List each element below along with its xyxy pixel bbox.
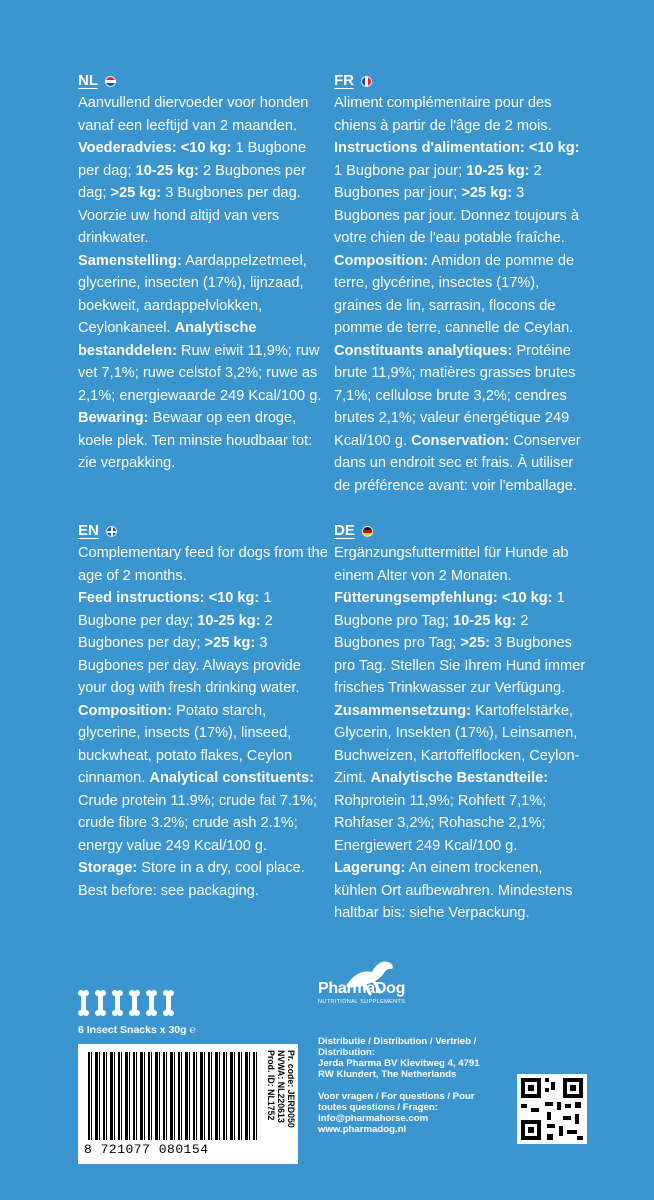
weight3-fr: >25 kg: — [461, 185, 513, 201]
section-header-fr — [334, 70, 586, 92]
spacer — [318, 1080, 518, 1091]
store-text-nl: Bewaar op een droge, koele plek. Ten minste houdbaar tot: zie verpakking. — [78, 410, 313, 471]
qr-code-icon — [517, 1074, 587, 1144]
section-nl — [78, 70, 330, 475]
address-line-2: RW Klundert, The Netherlands — [318, 1069, 457, 1080]
brand-logo — [318, 960, 458, 1020]
text2-en: 2 Bugbones per day; — [78, 612, 273, 651]
comp-text-en: Potato starch, glycerine, insects (17%), linseed, buckwheat, potato flakes, Ceylon cinnamon. — [78, 702, 293, 786]
contact-email: info@pharmahorse.com — [318, 1113, 429, 1124]
text3-nl: 3 Bugbones per dag. Voorzie uw hond altijd van vers drinkwater. — [78, 185, 301, 246]
text1-fr: 1 Bugbone par jour; — [334, 162, 463, 179]
comp-text-de: Kartoffelstärke, Glycerin, Insekten (17%), Leinsamen, Buchweizen, Kartoffelflocken, Ceylon-Zimt. — [334, 702, 580, 786]
composition-fr — [334, 250, 586, 498]
prod-id: Prod. ID: NL1752 — [266, 1050, 276, 1121]
feed-label-en: Feed instructions: — [78, 590, 205, 606]
barcode-icon — [88, 1052, 260, 1140]
store-text-de: An einem trockenen, kühlen Ort aufbewahren. Mindestens haltbar bis: siehe Verpackung. — [334, 860, 573, 921]
feeding-nl — [78, 137, 330, 250]
language-code-nl: NL — [78, 71, 98, 89]
text1-en: 1 Bugbone per day; — [78, 590, 272, 629]
anal-label-en: Analytical constituents: — [149, 770, 315, 786]
section-header-en — [78, 520, 330, 542]
feeding-de — [334, 587, 586, 857]
feed-label-fr: Instructions d'alimentation: — [334, 140, 525, 156]
section-fr — [334, 70, 586, 497]
bone-icon — [146, 990, 157, 1016]
storage-de — [334, 857, 586, 925]
weight2-nl: 10-25 kg: — [135, 162, 199, 179]
weight1-fr: <10 kg: — [528, 140, 580, 156]
flag-uk-icon — [106, 526, 117, 537]
section-en — [78, 520, 330, 902]
feed-label-de: Fütterungsempfehlung: — [334, 590, 498, 606]
comp-label-de: Zusammensetzung: — [334, 702, 472, 719]
intro-de: Ergänzungsfuttermittel für Hunde ab einem Alter von 2 Monaten. — [334, 545, 569, 584]
barcode-panel — [78, 1044, 298, 1164]
questions-label: Voor vragen / For questions / Pour — [318, 1091, 475, 1102]
comp-label-fr: Composition: — [334, 252, 429, 269]
barcode-digits: 8 721077 080154 — [84, 1142, 209, 1157]
weight1-nl: <10 kg: — [180, 140, 232, 156]
address-line-1: Jerda Pharma BV Kievitweg 4, 4791 — [318, 1058, 480, 1069]
weight3-nl: >25 kg: — [110, 185, 162, 201]
language-code-en: EN — [78, 521, 99, 539]
text2-nl: 2 Bugbones per dag; — [78, 162, 307, 201]
comp-label-nl: Samenstelling: — [78, 252, 182, 269]
bone-icon — [78, 990, 89, 1016]
intro-nl: Aanvullend diervoeder voor honden vanaf een leeftijd van 2 maanden. — [78, 95, 309, 134]
anal-text-de: Rohprotein 11,9%; Rohfett 7,1%; Rohfaser 3,2%; Rohasche 2,1%; Energiewert 249 Kcal/100 g. — [334, 792, 547, 854]
feed-label-nl: Voederadvies: — [78, 140, 177, 156]
qr-code-graphic — [517, 1074, 587, 1144]
text3-fr: 3 Bugbones par jour. Donnez toujours à votre chien de l'eau potable fraîche. — [334, 185, 580, 246]
website: www.pharmadog.nl — [318, 1124, 407, 1135]
comp-label-en: Composition: — [78, 702, 173, 719]
flag-nl-icon — [105, 76, 116, 87]
bone-icon — [112, 990, 123, 1016]
comp-text-fr: Amidon de pomme de terre, glycérine, insectes (17%), graines de lin, sarrasin, flocons de pomme de terre, cannelle de Ceylan. — [334, 252, 575, 336]
flag-de-icon — [362, 526, 373, 537]
intro-fr: Aliment complémentaire pour des chiens à partir de l'âge de 2 mois. — [334, 95, 552, 134]
language-code-fr: FR — [334, 71, 354, 89]
anal-text-en: Crude protein 11.9%; crude fat 7.1%; crude fibre 3.2%; crude ash 2.1%; energy value 249 Kcal/100 g. — [78, 792, 318, 854]
flag-fr-icon — [361, 76, 372, 87]
anal-label-nl: Analytische bestanddelen: — [78, 320, 257, 359]
feeding-en — [78, 587, 330, 902]
feeding-fr — [334, 137, 586, 250]
anal-label-fr: Constituants analytiques: — [334, 342, 513, 359]
distribution-label-2: Distribution: — [318, 1047, 376, 1058]
store-text-fr: Conserver dans un endroit sec et frais. À utiliser de préférence avant: voir l'emballage. — [334, 432, 581, 494]
text3-en: 3 Bugbones per day. Always provide your dog with fresh drinking water. — [78, 635, 301, 696]
language-code-de: DE — [334, 521, 355, 539]
product-codes — [268, 1050, 296, 1158]
text2-fr: 2 Bugbones par jour; — [334, 162, 542, 201]
weight2-de: 10-25 kg: — [453, 612, 517, 629]
distribution-info — [318, 1036, 518, 1135]
store-label-de: Lagerung: — [334, 860, 406, 876]
product-code: Pr. code: JERD050 — [286, 1050, 296, 1128]
weight2-en: 10-25 kg: — [197, 612, 261, 629]
section-de — [334, 520, 586, 925]
weight2-fr: 10-25 kg: — [466, 162, 530, 179]
comp-text-nl: Aardappelzetmeel, glycerine, insecten (17%), lijnzaad, boekweit, aardappelvlokken, Ceylonkaneel. — [78, 252, 307, 336]
store-text-en: Store in a dry, cool place. Best before: see packaging. — [78, 860, 305, 899]
weight3-de: >25: — [460, 635, 490, 651]
weight1-en: <10 kg: — [208, 590, 260, 606]
bone-icon — [163, 990, 174, 1016]
anal-text-fr: Protéine brute 11,9%; matières grasses brutes 7,1%; cellulose brute 3,2%; cendres brutes 2,1%; valeur énergétique 249 Kcal/100 g. — [334, 342, 576, 449]
text3-de: 3 Bugbones pro Tag. Stellen Sie Ihrem Hund immer frisches Trinkwasser zur Verfügung. — [334, 635, 586, 696]
nvwa-code: NVWA: NL220613 — [276, 1050, 286, 1123]
bone-icon — [129, 990, 140, 1016]
distribution-label: Distributie / Distribution / Vertrieb / — [318, 1036, 477, 1047]
snack-count: 6 Insect Snacks x 30g ℮ — [78, 1024, 196, 1036]
composition-nl — [78, 250, 330, 408]
store-label-en: Storage: — [78, 860, 138, 876]
section-header-de — [334, 520, 586, 542]
anal-text-nl: Ruw eiwit 11,9%; ruw vet 7,1%; ruwe celstof 3,2%; ruwe as 2,1%; energiewaarde 249 Kcal/100 g. — [78, 342, 322, 404]
text1-nl: 1 Bugbone per dag; — [78, 140, 307, 179]
text1-de: 1 Bugbone pro Tag; — [334, 590, 565, 629]
weight1-de: <10 kg: — [501, 590, 553, 606]
intro-en: Complementary feed for dogs from the age of 2 months. — [78, 545, 328, 584]
store-label-fr: Conservation: — [411, 432, 510, 449]
bone-icons — [78, 990, 174, 1016]
brand-name: PharmaDog — [318, 980, 406, 997]
brand-tagline: NUTRITIONAL SUPPLEMENTS — [318, 999, 406, 1005]
anal-label-de: Analytische Bestandteile: — [370, 770, 549, 786]
section-header-nl — [78, 70, 330, 92]
bone-icon — [95, 990, 106, 1016]
text2-de: 2 Bugbones pro Tag; — [334, 612, 529, 651]
store-label-nl: Bewaring: — [78, 410, 149, 426]
storage-nl — [78, 407, 330, 475]
weight3-en: >25 kg: — [204, 635, 256, 651]
questions-label-2: toutes questions / Fragen: — [318, 1102, 438, 1113]
